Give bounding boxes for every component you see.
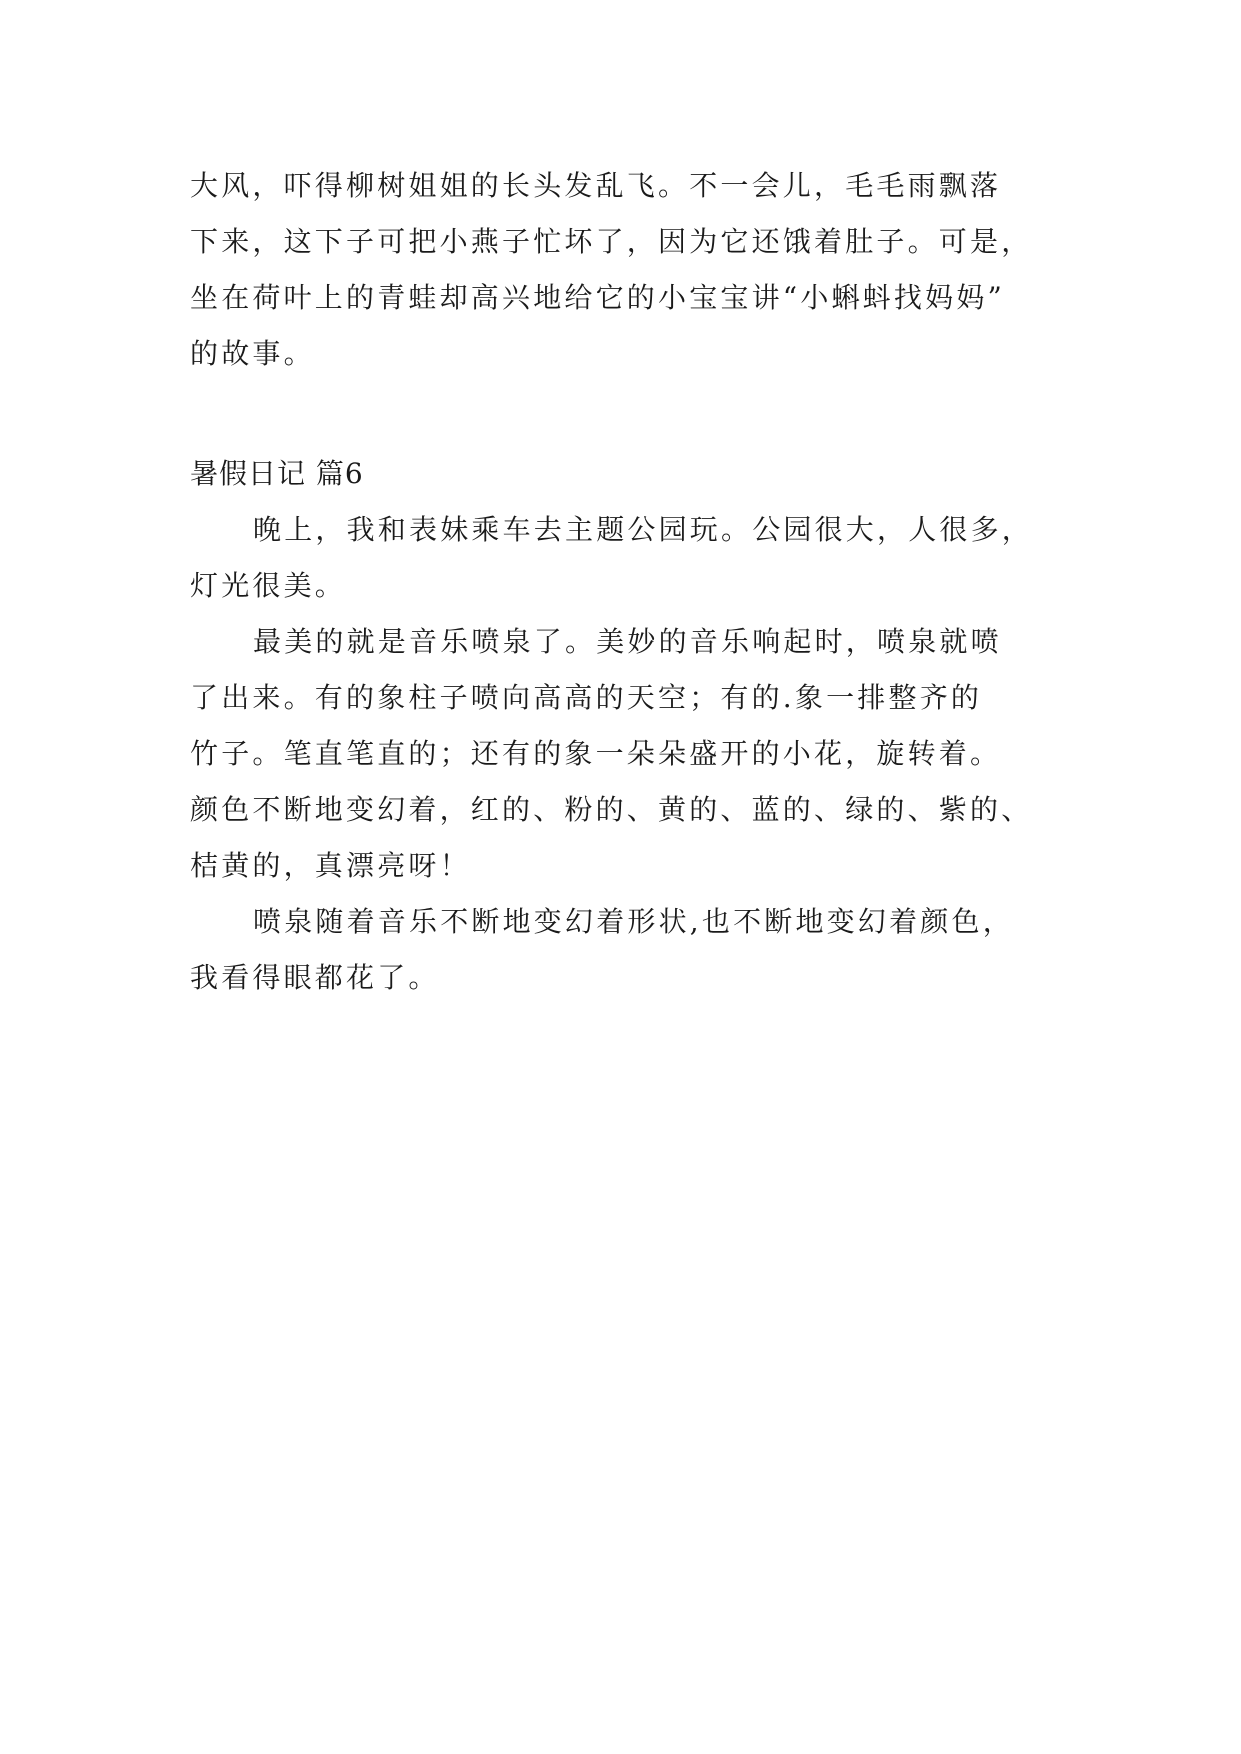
text-line: 晚上，我和表妹乘车去主题公园玩。公园很大，人很多，	[253, 513, 1034, 546]
text-line: 我看得眼都花了。	[190, 961, 440, 994]
text-line: 桔黄的，真漂亮呀！	[190, 849, 471, 882]
text-line: 了出来。有的象柱子喷向高高的天空；有的.象一排整齐的	[190, 681, 983, 714]
text-line: 灯光很美。	[190, 569, 347, 602]
text-line: 竹子。笔直笔直的；还有的象一朵朵盛开的小花，旋转着。	[190, 737, 1002, 770]
text-line: 喷泉随着音乐不断地变幻着形状,也不断地变幻着颜色，	[253, 905, 1014, 938]
text-line: 坐在荷叶上的青蛙却高兴地给它的小宝宝讲“小蝌蚪找妈妈”	[190, 281, 1006, 314]
text-line: 大风，吓得柳树姐姐的长头发乱飞。不一会儿，毛毛雨飘落	[190, 169, 1002, 202]
text-line: 最美的就是音乐喷泉了。美妙的音乐响起时，喷泉就喷	[253, 625, 1002, 658]
section-heading: 暑假日记 篇6	[190, 457, 364, 490]
text-line: 颜色不断地变幻着，红的、粉的、黄的、蓝的、绿的、紫的、	[190, 793, 1033, 826]
text-line: 的故事。	[190, 337, 315, 370]
text-line: 下来，这下子可把小燕子忙坏了，因为它还饿着肚子。可是，	[190, 225, 1033, 258]
